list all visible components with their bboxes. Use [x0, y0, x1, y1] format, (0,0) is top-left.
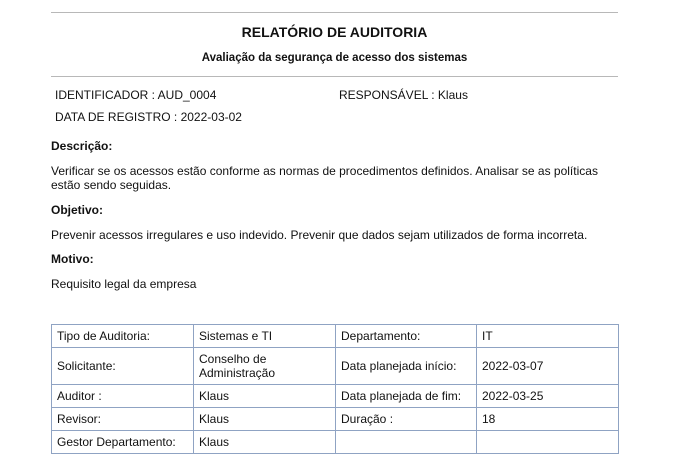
cell-fim-value: 2022-03-25	[477, 385, 619, 408]
data-registro: DATA DE REGISTRO : 2022-03-02	[55, 110, 242, 124]
responsavel: RESPONSÁVEL : Klaus	[339, 88, 468, 102]
cell-gestor-value: Klaus	[194, 431, 336, 454]
table-row	[52, 431, 619, 454]
report-subtitle: Avaliação da segurança de acesso dos sistemas	[201, 52, 468, 64]
cell-departamento-value: IT	[477, 325, 619, 348]
top-divider	[51, 12, 618, 13]
identificador: IDENTIFICADOR : AUD_0004	[55, 88, 217, 102]
table-row	[52, 325, 619, 348]
descricao-label: Descrição:	[51, 139, 113, 153]
audit-info-table	[51, 324, 619, 454]
cell-auditor-value: Klaus	[194, 385, 336, 408]
motivo-text: Requisito legal da empresa	[51, 277, 197, 291]
cell-tipo-value: Sistemas e TI	[194, 325, 336, 348]
cell-solicitante-value: Conselho de Administração	[194, 348, 336, 385]
objetivo-text: Prevenir acessos irregulares e uso indevido. Prevenir que dados sejam utilizados de forma incorreta.	[51, 228, 588, 242]
report-title: RELATÓRIO DE AUDITORIA	[241, 24, 428, 40]
cell-empty	[477, 431, 619, 454]
cell-empty	[336, 431, 477, 454]
cell-gestor-label: Gestor Departamento:	[52, 431, 194, 454]
header-divider	[51, 76, 618, 77]
table-row	[52, 408, 619, 431]
table-row	[52, 348, 619, 385]
cell-revisor-value: Klaus	[194, 408, 336, 431]
motivo-label: Motivo:	[51, 252, 94, 266]
cell-duracao-value: 18	[477, 408, 619, 431]
cell-auditor-label: Auditor :	[52, 385, 194, 408]
cell-fim-label: Data planejada de fim:	[336, 385, 477, 408]
cell-inicio-label: Data planejada início:	[336, 348, 477, 385]
cell-departamento-label: Departamento:	[336, 325, 477, 348]
cell-revisor-label: Revisor:	[52, 408, 194, 431]
objetivo-label: Objetivo:	[51, 203, 104, 217]
cell-solicitante-label: Solicitante:	[52, 348, 194, 385]
cell-tipo-label: Tipo de Auditoria:	[52, 325, 194, 348]
cell-duracao-label: Duração :	[336, 408, 477, 431]
cell-inicio-value: 2022-03-07	[477, 348, 619, 385]
table-row	[52, 385, 619, 408]
descricao-text: Verificar se os acessos estão conforme as normas de procedimentos definidos. Analisar se as políticas estão sendo seguidas.	[51, 164, 598, 192]
